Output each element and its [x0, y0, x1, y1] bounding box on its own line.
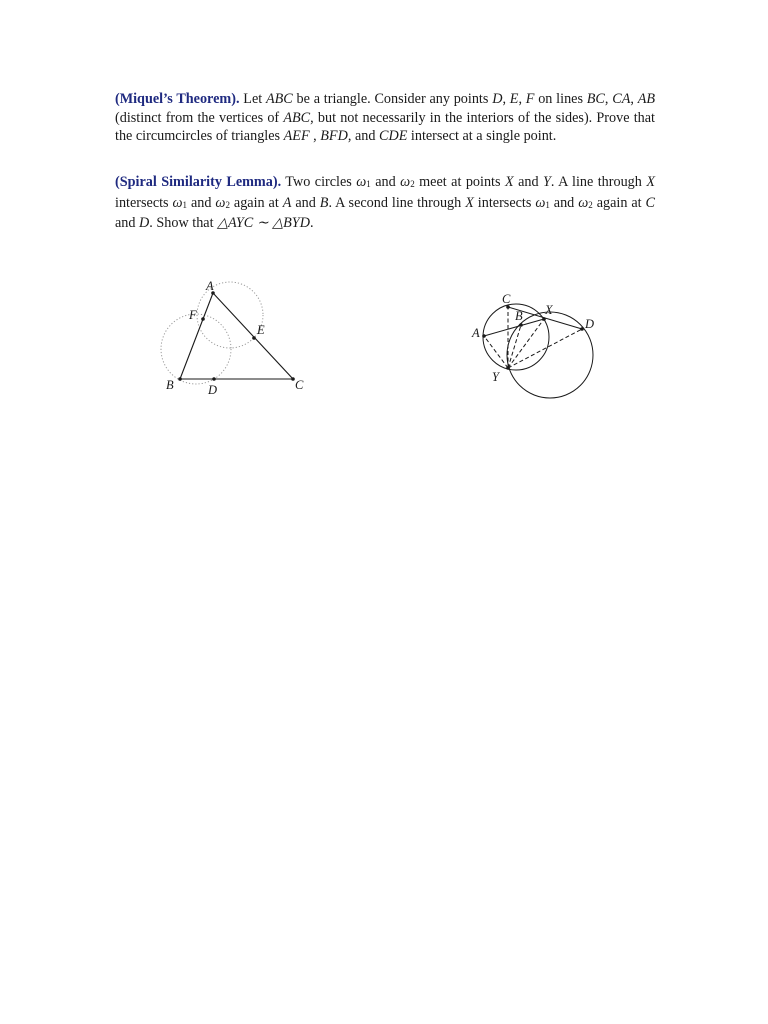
math-symbol: D [492, 91, 503, 107]
math-symbol: ω1 [172, 194, 188, 211]
label-c2: C [502, 292, 511, 306]
math-subscript: 1 [366, 179, 371, 189]
math-symbol: AEF [283, 128, 310, 145]
math-symbol: X [504, 174, 514, 190]
math-subscript: 2 [225, 199, 230, 210]
label-a: A [206, 279, 214, 293]
math-symbol: CA [612, 91, 631, 107]
math-symbol: ω2 [400, 174, 415, 190]
label-f: F [189, 308, 197, 322]
math-subscript: 1 [545, 199, 550, 210]
label-y2: Y [492, 370, 499, 384]
label-c: C [295, 378, 304, 392]
miquel-theorem-text: Let ABC be a triangle. Consider any points D, E, F on lines BC, CA, AB (distinct from the vertices of ABC, but not necessarily in the interiors of the sides). Prove that the circumcircles of triangles AEF , BFD, and CDE intersect at a single point. [115, 91, 656, 145]
point-b2 [519, 323, 523, 327]
math-symbol: B [319, 194, 329, 211]
point-a2 [482, 334, 486, 338]
math-symbol: BFD [320, 128, 348, 145]
segment-y-d [508, 329, 582, 368]
math-symbol: F [525, 91, 535, 107]
label-x2: X [545, 303, 553, 317]
math-subscript: 2 [410, 179, 415, 189]
math-symbol: D [139, 215, 150, 232]
math-subscript: 2 [588, 199, 593, 210]
math-symbol: ω2 [578, 194, 593, 211]
miquel-theorem-heading: (Miquel’s Theorem). [115, 91, 240, 107]
math-symbol: BC [586, 91, 605, 107]
point-d2 [580, 327, 584, 331]
point-f [201, 317, 205, 321]
label-b: B [166, 378, 174, 392]
label-d: D [208, 383, 218, 397]
point-x [542, 317, 546, 321]
label-d2: D [585, 317, 595, 331]
point-d [212, 377, 216, 381]
math-symbol: ABC [265, 91, 293, 107]
point-b [178, 377, 182, 381]
miquel-theorem-paragraph [115, 90, 655, 146]
label-e: E [257, 323, 265, 337]
math-symbol: E [509, 91, 519, 107]
math-subscript: 1 [182, 199, 188, 210]
point-e [252, 336, 256, 340]
math-symbol: ABC [283, 109, 311, 126]
math-symbol: △AYC ∼ △BYD [217, 215, 310, 232]
math-symbol: Y [543, 174, 551, 190]
math-symbol: CDE [378, 128, 408, 145]
label-a2: A [472, 326, 480, 340]
triangle-abc [180, 293, 293, 379]
math-symbol: C [645, 194, 655, 211]
math-symbol: ω1 [535, 194, 550, 211]
math-symbol: A [282, 194, 292, 211]
circle-bfd [161, 314, 231, 384]
spiral-similarity-paragraph [115, 173, 655, 233]
spiral-similarity-heading: (Spiral Similarity Lemma). [115, 174, 282, 190]
spiral-similarity-text: Two circles ω1 and ω2 meet at points X and Y. A line through X intersects ω1 and ω2 again at A and B. A second line through X intersects ω1 and ω2 again at C and D. Show that △AYC ∼ △BYD. [115, 174, 655, 232]
math-symbol: ω1 [356, 174, 371, 190]
math-symbol: X [465, 194, 474, 211]
math-symbol: ω2 [215, 194, 230, 211]
spiral-similarity-figure [465, 285, 610, 405]
line-a-x [484, 319, 544, 336]
point-y [506, 366, 510, 370]
miquel-figure [150, 270, 320, 400]
label-b2: B [515, 309, 523, 323]
math-symbol: AB [637, 91, 656, 107]
math-symbol: X [646, 174, 655, 190]
